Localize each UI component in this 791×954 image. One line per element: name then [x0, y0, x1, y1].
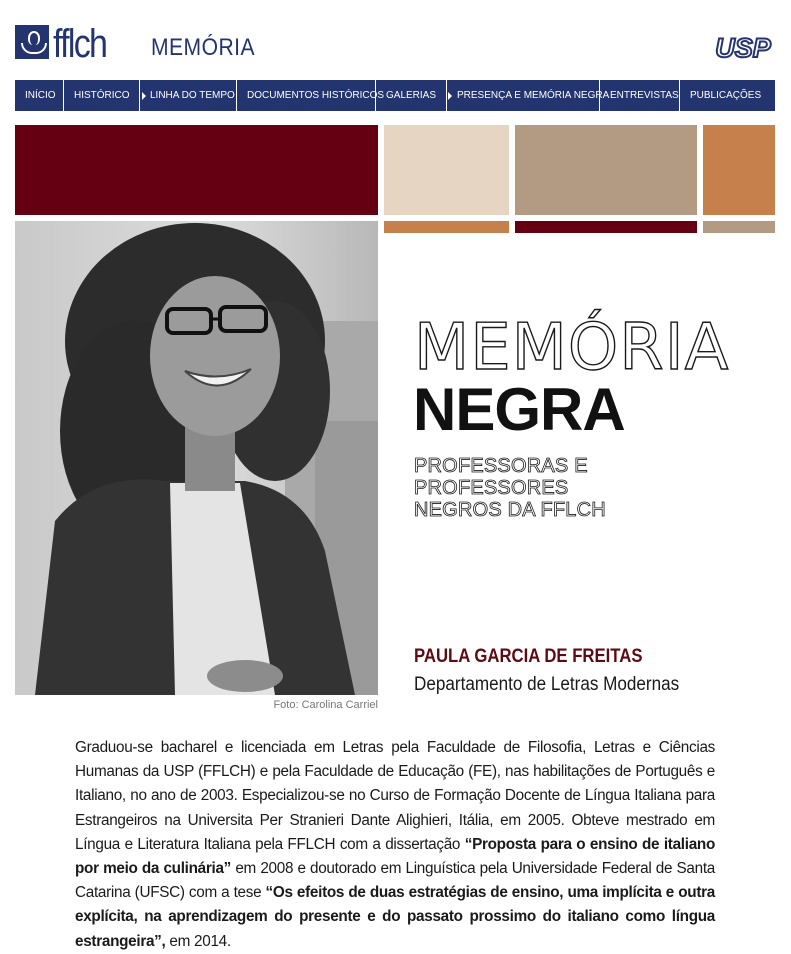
bio-text: em 2014.: [165, 932, 231, 950]
thesis-title: “Os efeitos de duas estratégias de ensino, uma implícita e outra explícita, na aprendizagem do presente e do passato prossimo do italiano como língua estrangeira”,: [75, 884, 715, 950]
dissertation-title: “Proposta para o ensino de italiano por meio da culinária”: [75, 835, 715, 878]
logo-subtitle: MEMÓRIA: [151, 34, 255, 61]
orange-strip: [384, 221, 509, 233]
hero-title-line2: NEGRA: [413, 376, 625, 443]
beige-block: [384, 125, 509, 215]
portrait-photo: [15, 221, 378, 695]
nav-item-entrevistas[interactable]: [600, 80, 680, 111]
usp-logo[interactable]: [711, 33, 775, 61]
nav-item-galerias[interactable]: [376, 80, 447, 111]
nav-label: PUBLICAÇÕES: [690, 90, 762, 101]
logo-text: fflch: [53, 22, 107, 66]
nav-label: ENTREVISTAS: [610, 90, 679, 101]
nav-item-documentos-historicos[interactable]: [237, 80, 385, 111]
nav-label: DOCUMENTOS HISTÓRICOS: [247, 90, 385, 101]
svg-text:USP: USP: [715, 33, 771, 61]
bio-text: em 2008 e doutorado em Linguística pela Universidade Federal de Santa Catarina (UFSC) com a tese: [75, 860, 715, 902]
hero-subtitle-line2: NEGROS DA FFLCH: [414, 499, 606, 521]
person-department: Departamento de Letras Modernas: [414, 674, 680, 695]
nav-label: GALERIAS: [386, 90, 437, 101]
nav-label: HISTÓRICO: [74, 90, 130, 101]
torch-icon: [15, 25, 49, 59]
nav-item-publicacoes[interactable]: [680, 80, 775, 111]
nav-label: LINHA DO TEMPO: [150, 90, 235, 101]
nav-label: INÍCIO: [25, 90, 56, 101]
photo-credit: Foto: Carolina Carriel: [273, 699, 378, 711]
nav-item-historico[interactable]: [64, 80, 140, 111]
maroon-strip: [515, 221, 697, 233]
bio-text: Graduou-se bacharel e licenciada em Letras pela Faculdade de Filosofia, Letras e Ciências Humanas da USP (FFLCH) e pela Faculdade de Educação (FE), nas habilitações de Português e Italiano, no ano de 2003. Especializou-se no Curso de Formação Docente de Língua Italiana para Estrangeiros na Universita Per Stranieri Dante Alighieri, Itália, em 2005. Obteve mestrado em Língua e Literatura Italiana pela FFLCH com a dissertação: [75, 739, 715, 853]
hero-subtitle: [414, 455, 734, 521]
fflch-logo[interactable]: [15, 22, 269, 66]
person-name: PAULA GARCIA DE FREITAS: [414, 646, 643, 667]
nav-item-linha-do-tempo[interactable]: [140, 80, 237, 111]
taupe-strip: [703, 221, 775, 233]
nav-item-inicio[interactable]: [15, 80, 64, 111]
hero-title-line1: MEMÓRIA: [414, 311, 730, 385]
orange-block: [703, 125, 775, 215]
biography-paragraph: [75, 736, 715, 954]
nav-item-presenca-memoria-negra[interactable]: [447, 80, 610, 111]
maroon-banner-block: [15, 125, 378, 215]
hero-subtitle-line1: PROFESSORAS E PROFESSORES: [414, 455, 588, 499]
taupe-block: [515, 125, 697, 215]
nav-label: PRESENÇA E MEMÓRIA NEGRA: [457, 90, 610, 101]
main-nav: [15, 80, 775, 111]
